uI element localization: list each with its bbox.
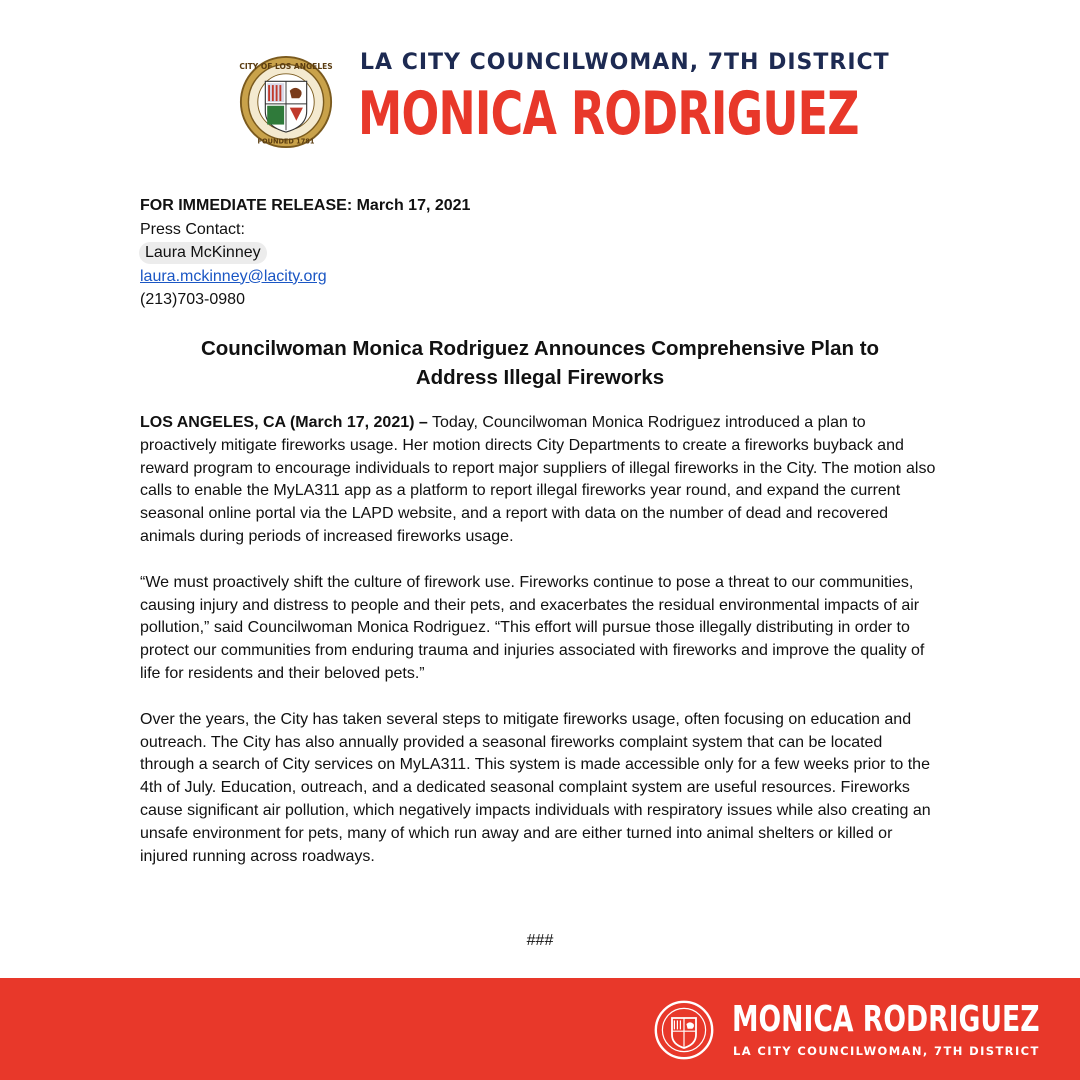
- svg-text:CITY OF LOS ANGELES: CITY OF LOS ANGELES: [239, 62, 333, 72]
- contact-name-chip[interactable]: Laura McKinney: [139, 242, 267, 264]
- press-contact-label: Press Contact:: [140, 220, 245, 238]
- release-info: [140, 194, 470, 312]
- body-paragraph-1: [140, 412, 940, 549]
- end-mark: ###: [526, 932, 554, 949]
- body-paragraph-1-text: Today, Councilwoman Monica Rodriguez introduced a plan to proactively mitigate fireworks usage. Her motion directs City Departments to create a fireworks buyback and reward program to encourage individuals to report major suppliers of illegal fireworks in the City. The motion also calls to enable the MyLA311 app as a platform to report illegal fireworks year round, and expand the current seasonal online portal via the LAPD website, and a report with data on the number of dead and recovered animals during periods of increased fireworks usage.: [140, 414, 936, 545]
- header-name: MONICA RODRIGUEZ: [358, 79, 859, 149]
- headline-line-1: Councilwoman Monica Rodriguez Announces Comprehensive Plan to: [200, 337, 880, 360]
- contact-email-link[interactable]: laura.mckinney@lacity.org: [140, 267, 327, 285]
- city-seal-outline-icon: [654, 1000, 714, 1060]
- footer-banner: [0, 978, 1080, 1080]
- header-subtitle: LA CITY COUNCILWOMAN, 7TH DISTRICT: [360, 50, 890, 75]
- svg-text:FOUNDED 1781: FOUNDED 1781: [257, 137, 315, 146]
- letterhead: [0, 0, 1080, 180]
- body-paragraph-3: Over the years, the City has taken several steps to mitigate fireworks usage, often focusing on education and outreach. The City has also annually provided a seasonal fireworks complaint system that can be located through a search of City services on MyLA311. This system is made accessible only for a few weeks prior to the 4th of July. Education, outreach, and a dedicated seasonal complaint system are useful resources. Fireworks cause significant air pollution, which negatively impacts individuals with respiratory issues while also creating an unsafe environment for pets, many of which run away and are either turned into animal shelters or killed or injured running across roadways.: [140, 710, 931, 865]
- release-date: FOR IMMEDIATE RELEASE: March 17, 2021: [140, 197, 471, 214]
- contact-phone: (213)703-0980: [140, 291, 245, 308]
- release-body: [140, 412, 940, 891]
- press-release-headline: [140, 334, 940, 392]
- headline-line-2: Address Illegal Fireworks: [415, 366, 665, 389]
- body-paragraph-2: “We must proactively shift the culture of firework use. Fireworks continue to pose a threat to our communities, causing injury and distress to people and their pets, and exacerbates the residual environmental impacts of air pollution,” said Councilwoman Monica Rodriguez. “This effort will pursue those illegally distributing in order to protect our communities from enduring trauma and injuries associated with fireworks and improve the quality of life for residents and their beloved pets.”: [140, 573, 925, 682]
- dateline: LOS ANGELES, CA (March 17, 2021) –: [140, 414, 428, 431]
- footer-name: MONICA RODRIGUEZ: [732, 999, 1040, 1040]
- city-of-los-angeles-seal-icon: [239, 55, 333, 149]
- footer-subtitle: LA CITY COUNCILWOMAN, 7TH DISTRICT: [733, 1044, 1040, 1058]
